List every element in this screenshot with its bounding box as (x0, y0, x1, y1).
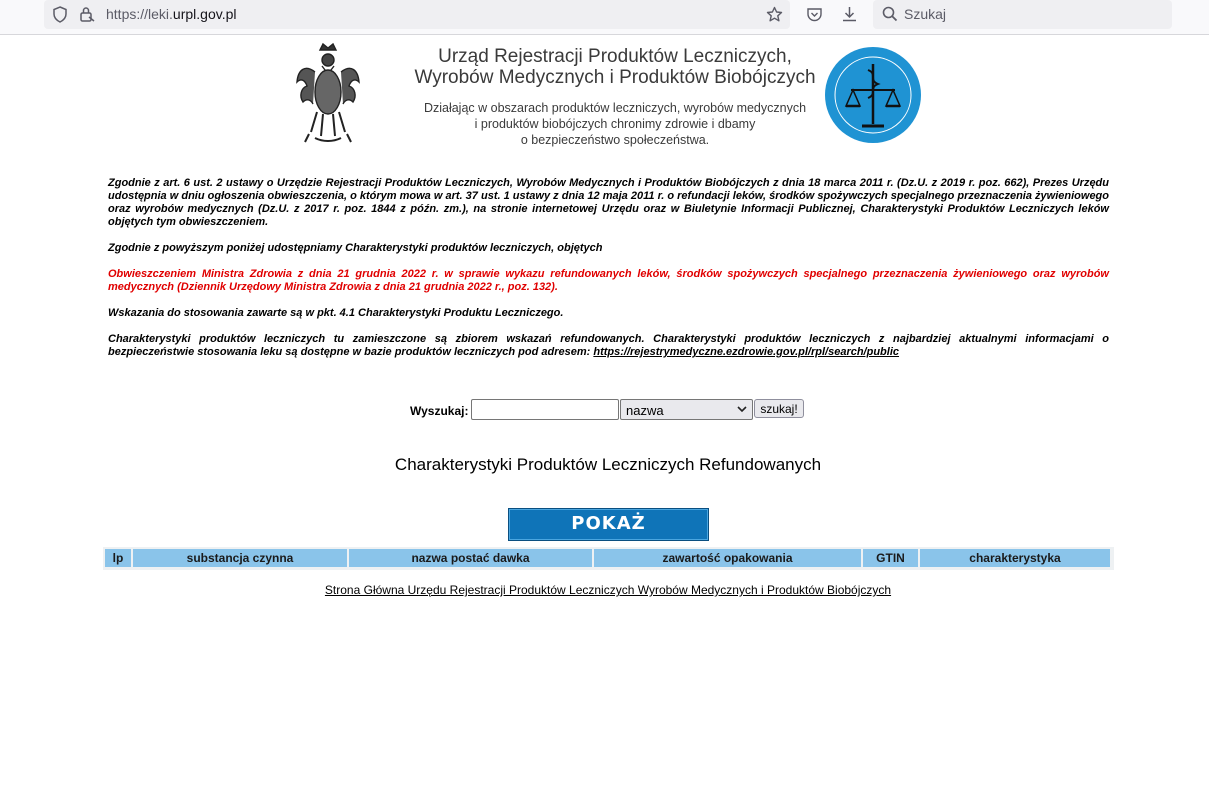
search-input[interactable] (471, 399, 619, 420)
banner-title: Urząd Rejestracji Produktów Leczniczych, Wyrobów Medycznych i Produktów Biobójczych (414, 46, 816, 88)
polish-eagle-emblem-icon (295, 42, 361, 148)
column-header-package-content: zawartość opakowania (594, 549, 861, 567)
page-title: Charakterystyki Produktów Leczniczych Refundowanych (394, 455, 822, 474)
header-banner (275, 36, 941, 154)
urpl-seal-logo-icon (824, 46, 922, 144)
homepage-link[interactable]: Strona Główna Urzędu Rejestracji Produktów Leczniczych Wyrobów Medycznych i Produktów Biobójczych (324, 583, 892, 597)
search-form (0, 399, 1209, 421)
intro-text (108, 177, 1109, 372)
intro-paragraph-legal: Zgodnie z art. 6 ust. 2 ustawy o Urzędzie Rejestracji Produktów Leczniczych, Wyrobów Medycznych i Produktów Biobójczych z dnia 18 marca 2011 r. (Dz.U. z 2019 r. poz. 662), Prezes Urzędu udostępnia w dniu ogłoszenia obwieszczenia, o którym mowa w art. 37 ust. 1 ustawy z dnia 12 maja 2011 r. o refundacji leków, środków spożywczych specjalnego przeznaczenia żywieniowego oraz wyrobów medycznych (Dz.U. z 2017 r. poz. 1844 z późn. zm.), na stronie internetowej Urzędu oraz w Biuletynie Informacji Publicznej, Charakterystyki Produktów Leczniczych leków objętych tym obwieszczeniem. (108, 177, 1109, 228)
search-button[interactable]: szukaj! (754, 399, 804, 418)
column-header-name-form-dose: nazwa postać dawka (349, 549, 592, 567)
url-text[interactable]: https://leki.urpl.gov.pl (106, 6, 237, 22)
intro-paragraph-announcement: Obwieszczeniem Ministra Zdrowia z dnia 21 grudnia 2022 r. w sprawie wykazu refundowanych leków, środków spożywczych specjalnego przeznaczenia żywieniowego oraz wyrobów medycznych (Dziennik Urzędowy Ministra Zdrowia z dnia 21 grudnia 2022 r., poz. 132). (108, 268, 1109, 293)
results-table (103, 547, 1114, 570)
show-all-button[interactable]: POKAŻ (508, 508, 709, 541)
rpl-database-link[interactable]: https://rejestrymedyczne.ezdrowie.gov.pl/rpl/search/public (593, 346, 900, 358)
browser-search-placeholder[interactable]: Szukaj (904, 6, 947, 22)
download-icon[interactable] (841, 5, 858, 23)
column-header-characteristics: charakterystyka (920, 549, 1110, 567)
bookmark-star-icon[interactable] (766, 6, 783, 23)
browser-toolbar (0, 0, 1209, 35)
intro-paragraph-database: Charakterystyki produktów leczniczych tu zamieszczone są zbiorem wskazań refundowanych. Charakterystyki produktów leczniczych z najbardziej aktualnymi informacjami o bezpieczeństwie stosowania leku są dostępne w bazie produktów leczniczych pod adresem: https://rejestrymedyczne.ezdrowie.gov.pl/rpl/search/public (108, 333, 1109, 358)
chevron-down-icon (736, 403, 748, 415)
intro-paragraph-share: Zgodnie z powyższym poniżej udostępniamy Charakterystyki produktów leczniczych, objętych (108, 242, 603, 254)
column-header-gtin: GTIN (863, 549, 918, 567)
lock-icon[interactable] (79, 6, 95, 23)
search-field-select-value: nazwa (626, 403, 664, 418)
search-label: Wyszukaj: (410, 404, 469, 418)
banner-subtitle: Działając w obszarach produktów leczniczych, wyrobów medycznych i produktów biobójczych chronimy zdrowie i dbamy o bezpieczeństwo społeczeństwa. (423, 101, 807, 147)
intro-paragraph-indications: Wskazania do stosowania zawarte są w pkt. 4.1 Charakterystyki Produktu Leczniczego. (108, 307, 564, 319)
search-field-select[interactable] (620, 399, 753, 420)
column-header-active-substance: substancja czynna (133, 549, 347, 567)
search-icon (882, 6, 898, 22)
footer (0, 583, 1209, 597)
column-header-lp: lp (105, 549, 131, 567)
shield-icon[interactable] (52, 6, 68, 23)
pocket-icon[interactable] (806, 6, 823, 23)
